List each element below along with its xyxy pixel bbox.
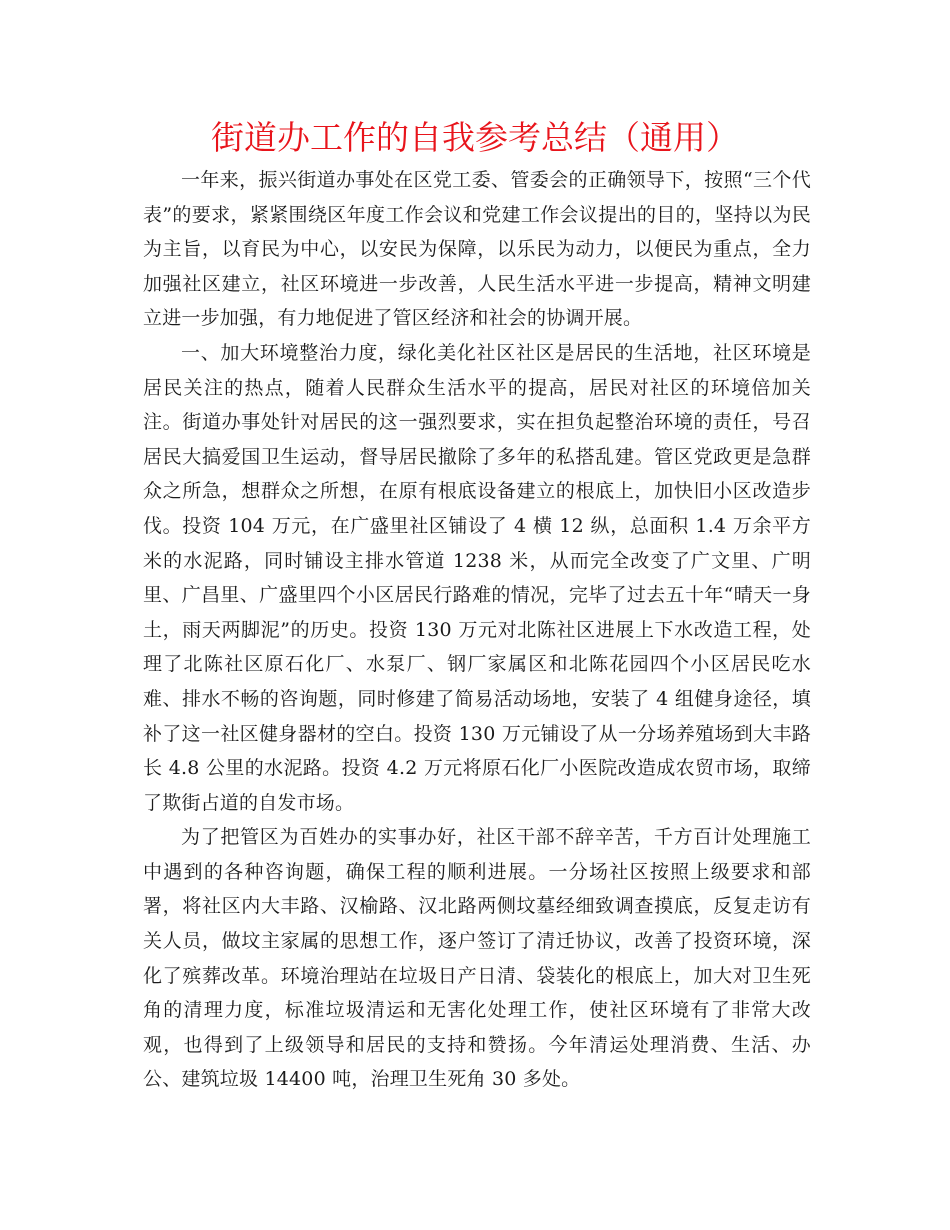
- document-title: 街道办工作的自我参考总结（通用）: [211, 118, 739, 157]
- document-body: [143, 163, 811, 1097]
- paragraph-construction: 为了把管区为百姓办的实事办好，社区干部不辞辛苦，千方百计处理施工中遇到的各种咨询题，确保工程的顺利进展。一分场社区按照上级要求和部署，将社区内大丰路、汉榆路、汉北路两侧坟墓经细致调查摸底，反复走访有关人员，做坟主家属的思想工作，逐户签订了清迁协议，改善了投资环境，深化了殡葬改革。环境治理站在垃圾日产日清、袋装化的根底上，加大对卫生死角的清理力度，标准垃圾清运和无害化处理工作，使社区环境有了非常大改观，也得到了上级领导和居民的支持和赞扬。今年清运处理消费、生活、办公、建筑垃圾 14400 吨，治理卫生死角 30 多处。: [143, 826, 811, 1091]
- paragraph-environment: 一、加大环境整治力度，绿化美化社区社区是居民的生活地，社区环境是居民关注的热点，随着人民群众生活水平的提高，居民对社区的环境倍加关注。街道办事处针对居民的这一强烈要求，实在担负起整治环境的责任，号召居民大搞爱国卫生运动，督导居民撤除了多年的私搭乱建。管区党政更是急群众之所急，想群众之所想，在原有根底设备建立的根底上，加快旧小区改造步伐。投资 104 万元，在广盛里社区铺设了 4 横 12 纵，总面积 1.4 万余平方米的水泥路，同时铺设主排水管道 1238 米，从而完全改变了广文里、广明里、广昌里、广盛里四个小区居民行路难的情况，完毕了过去五十年“晴天一身土，雨天两脚泥”的历史。投资 130 万元对北陈社区进展上下水改造工程，处理了北陈社区原石化厂、水泵厂、钢厂家属区和北陈花园四个小区居民吃水难、排水不畅的咨询题，同时修建了简易活动场地，安装了 4 组健身途径，填补了这一社区健身器材的空白。投资 130 万元铺设了从一分场养殖场到大丰路长 4.8 公里的水泥路。投资 4.2 万元将原石化厂小医院改造成农贸市场，取缔了欺街占道的自发市场。: [143, 341, 811, 814]
- paragraph-intro: 一年来，振兴街道办事处在区党工委、管委会的正确领导下，按照“三个代表”的要求，紧紧围绕区年度工作会议和党建工作会议提出的目的，坚持以为民为主旨，以育民为中心，以安民为保障，以乐民为动力，以便民为重点，全力加强社区建立，社区环境进一步改善，人民生活水平进一步提高，精神文明建立进一步加强，有力地促进了管区经济和社会的协调开展。: [143, 169, 811, 330]
